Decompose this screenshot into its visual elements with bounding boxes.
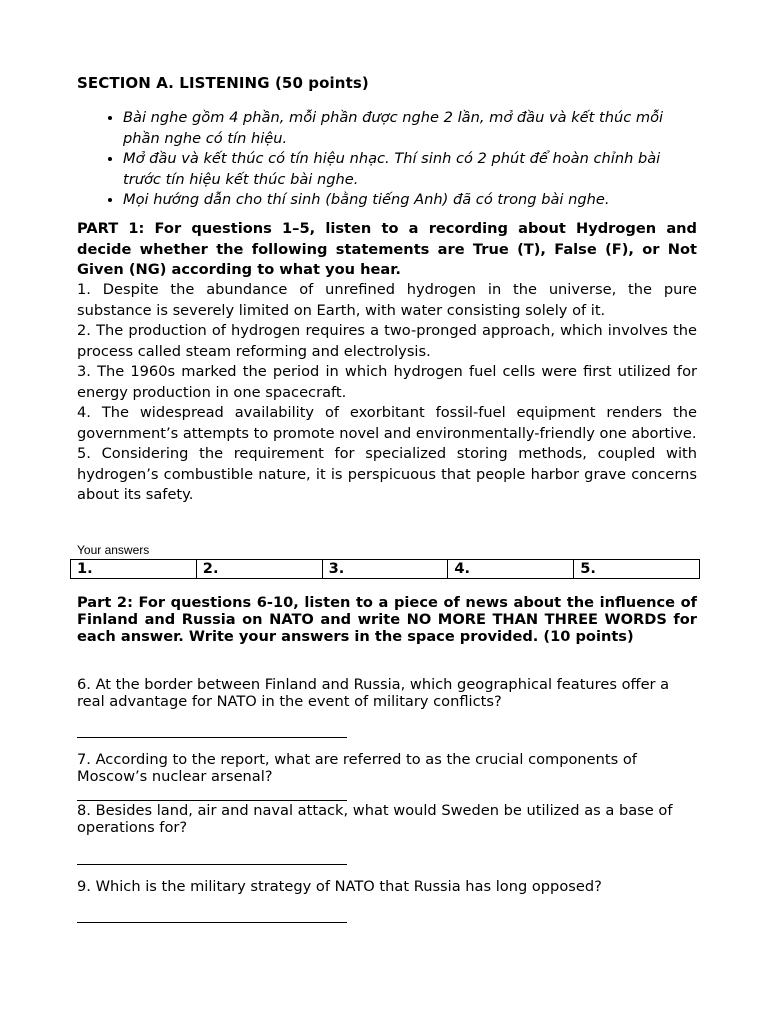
question-4: 4. The widespread availability of exorbitant fossil-fuel equipment renders the government’s attempts to promote novel and environmentally-friendly one abortive. <box>77 404 697 442</box>
answer-row <box>71 560 700 579</box>
instruction-item: • Mọi hướng dẫn cho thí sinh (bằng tiếng Anh) đã có trong bài nghe. <box>123 190 697 211</box>
question-6: 6. At the border between Finland and Russia, which geographical features offer a real advantage for NATO in the event of military conflicts? <box>77 676 670 710</box>
question-9: 9. Which is the military strategy of NATO that Russia has long opposed? <box>77 878 602 895</box>
answer-cell-1[interactable]: 1. <box>71 560 197 579</box>
answer-line-7[interactable] <box>77 800 347 801</box>
answer-line-8[interactable] <box>77 864 347 865</box>
question-2: 2. The production of hydrogen requires a two-pronged approach, which involves the process called steam reforming and electrolysis. <box>77 322 697 360</box>
instructions-list <box>77 108 697 211</box>
question-7: 7. According to the report, what are referred to as the crucial components of Moscow’s nuclear arsenal? <box>77 751 637 785</box>
answer-line-6[interactable] <box>77 737 347 738</box>
answer-table <box>70 559 700 579</box>
question-1: 1. Despite the abundance of unrefined hydrogen in the universe, the pure substance is severely limited on Earth, with water consisting solely of it. <box>77 281 697 319</box>
answer-cell-2[interactable]: 2. <box>196 560 322 579</box>
question-8: 8. Besides land, air and naval attack, what would Sweden be utilized as a base of operations for? <box>77 802 673 836</box>
part2-heading: Part 2: For questions 6-10, listen to a piece of news about the influence of Finland and Russia on NATO and write NO MORE THAN THREE WORDS for each answer. Write your answers in the space provided. (10 points) <box>77 594 697 645</box>
section-title: SECTION A. LISTENING (50 points) <box>77 74 369 92</box>
instruction-item: • Mở đầu và kết thúc có tín hiệu nhạc. Thí sinh có 2 phút để hoàn chỉnh bài trước tín hiệu kết thúc bài nghe. <box>123 149 697 190</box>
answer-line-9[interactable] <box>77 922 347 923</box>
question-5: 5. Considering the requirement for specialized storing methods, coupled with hydrogen’s combustible nature, it is perspicuous that people harbor grave concerns about its safety. <box>77 445 697 503</box>
part1-questions <box>77 280 697 506</box>
question-3: 3. The 1960s marked the period in which hydrogen fuel cells were first utilized for energy production in one spacecraft. <box>77 363 697 401</box>
answer-cell-5[interactable]: 5. <box>574 560 700 579</box>
instruction-item: • Bài nghe gồm 4 phần, mỗi phần được nghe 2 lần, mở đầu và kết thúc mỗi phần nghe có tín hiệu. <box>123 108 697 149</box>
answer-cell-3[interactable]: 3. <box>322 560 448 579</box>
answers-label: Your answers <box>77 543 150 557</box>
part1-heading: PART 1: For questions 1–5, listen to a recording about Hydrogen and decide whether the following statements are True (T), False (F), or Not Given (NG) according to what you hear. <box>77 220 697 278</box>
answer-cell-4[interactable]: 4. <box>448 560 574 579</box>
